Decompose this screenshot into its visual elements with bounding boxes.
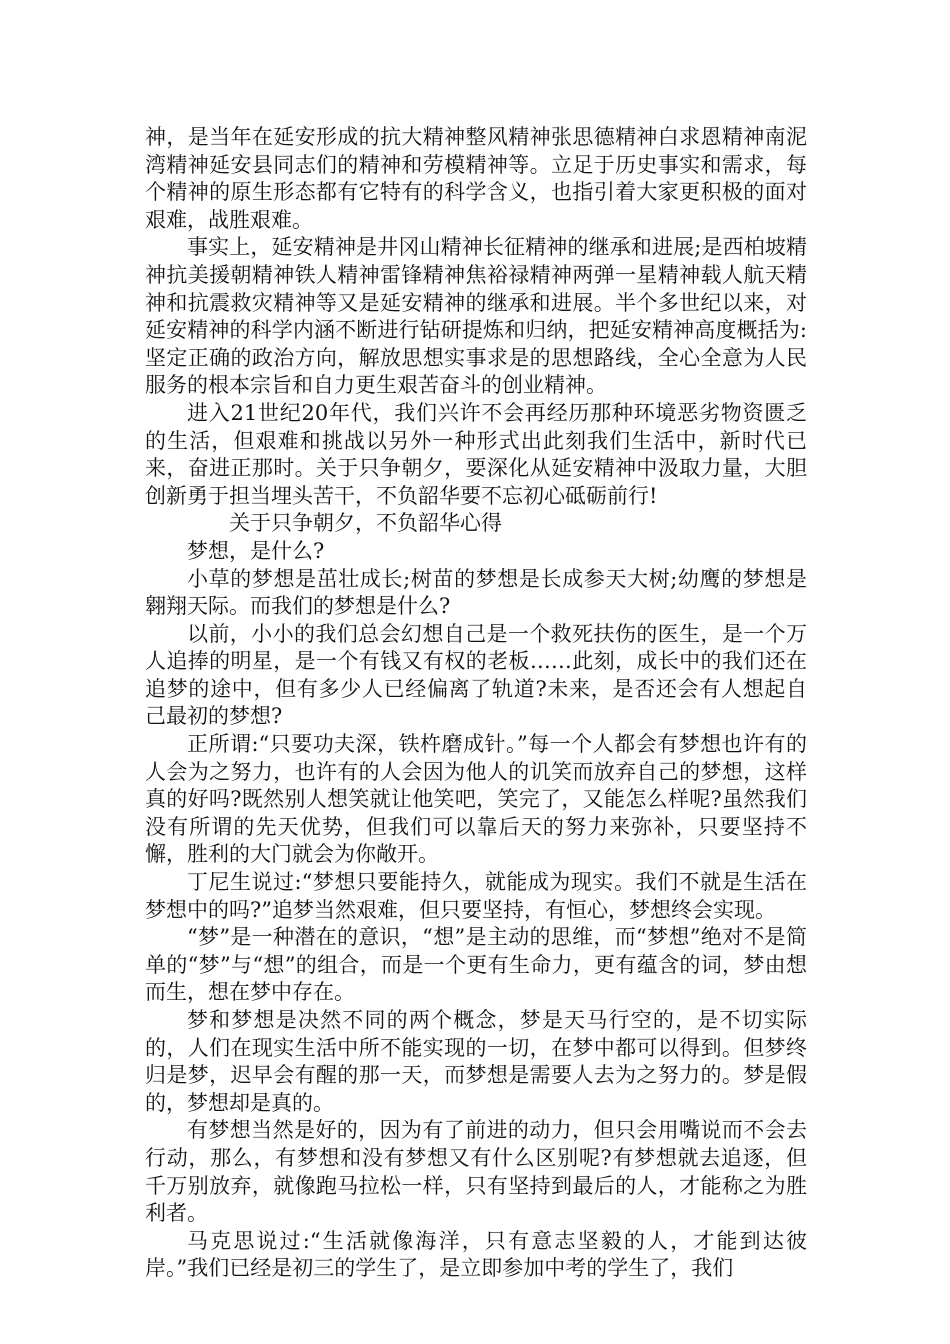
paragraph-perseverance: 正所谓:“只要功夫深，铁杵磨成针。”每一个人都会有梦想也许有的人会为之努力，也许有的人会因为他人的讥笑而放弃自己的梦想，这样真的好吗?既然别人想笑就让他笑吧，笑完了，又能怎么样呢?虽然我们没有所谓的先天优势，但我们可以靠后天的努力来弥补，只要坚持不懈，胜利的大门就会为你敞开。: [145, 732, 807, 867]
paragraph-new-era: 进入21世纪20年代，我们兴许不会再经历那种环境恶劣物资匮乏的生活，但艰难和挑战以另外一种形式出此刻我们生活中，新时代已来，奋进正那时。关于只争朝夕，要深化从延安精神中汲取力量，大胆创新勇于担当埋头苦干，不负韶华要不忘初心砥砺前行!: [145, 400, 807, 508]
paragraph-dream-meaning: “梦”是一种潜在的意识，“想”是主动的思维，而“梦想”绝对不是简单的“梦”与“想”的组合，而是一个更有生命力，更有蕴含的词，梦由想而生，想在梦中存在。: [145, 925, 807, 1005]
paragraph-dream-vs-goal: 梦和梦想是决然不同的两个概念，梦是天马行空的，是不切实际的，人们在现实生活中所不能实现的一切，在梦中都可以得到。但梦终归是梦，迟早会有醒的那一天，而梦想是需要人去为之努力的。梦是假的，梦想却是真的。: [145, 1008, 807, 1115]
paragraph-marx: 马克思说过:“生活就像海洋，只有意志坚毅的人，才能到达彼岸。”我们已经是初三的学生了，是立即参加中考的学生了，我们: [145, 1228, 807, 1281]
paragraph-grass-dream: 小草的梦想是茁壮成长;树苗的梦想是长成参天大树;幼鹰的梦想是翱翔天际。而我们的梦想是什么?: [145, 566, 807, 619]
paragraph-spirit-list: 神，是当年在延安形成的抗大精神整风精神张思德精神白求恩精神南泥湾精神延安县同志们的精神和劳模精神等。立足于历史事实和需求，每个精神的原生形态都有它特有的科学含义，也指引着大家更积极的面对艰难，战胜艰难。: [145, 125, 807, 232]
document-page: [145, 124, 807, 1283]
paragraph-action: 有梦想当然是好的，因为有了前进的动力，但只会用嘴说而不会去行动，那么，有梦想和没有梦想又有什么区别呢?有梦想就去追逐，但千万别放弃，就像跑马拉松一样，只有坚持到最后的人，才能称之为胜利者。: [145, 1118, 807, 1226]
paragraph-what-is-dream: 梦想，是什么?: [187, 538, 325, 563]
section-heading: 关于只争朝夕，不负韶华心得: [229, 511, 502, 536]
paragraph-tennyson: 丁尼生说过:“梦想只要能持久，就能成为现实。我们不就是生活在梦想中的吗?”追梦当然艰难，但只要坚持，有恒心，梦想终会实现。: [145, 870, 807, 922]
paragraph-yanan-spirit: 事实上，延安精神是井冈山精神长征精神的继承和进展;是西柏坡精神抗美援朝精神铁人精神雷锋精神焦裕禄精神两弹一星精神载人航天精神和抗震救灾精神等又是延安精神的继承和进展。半个多世纪以来，对延安精神的科学内涵不断进行钻研提炼和归纳，把延安精神高度概括为:坚定正确的政治方向，解放思想实事求是的思想路线，全心全意为人民服务的根本宗旨和自力更生艰苦奋斗的创业精神。: [145, 235, 807, 398]
paragraph-childhood-dream: 以前，小小的我们总会幻想自己是一个救死扶伤的医生，是一个万人追捧的明星，是一个有钱又有权的老板……此刻，成长中的我们还在追梦的途中，但有多少人已经偏离了轨道?未来，是否还会有人想起自己最初的梦想?: [145, 621, 807, 729]
